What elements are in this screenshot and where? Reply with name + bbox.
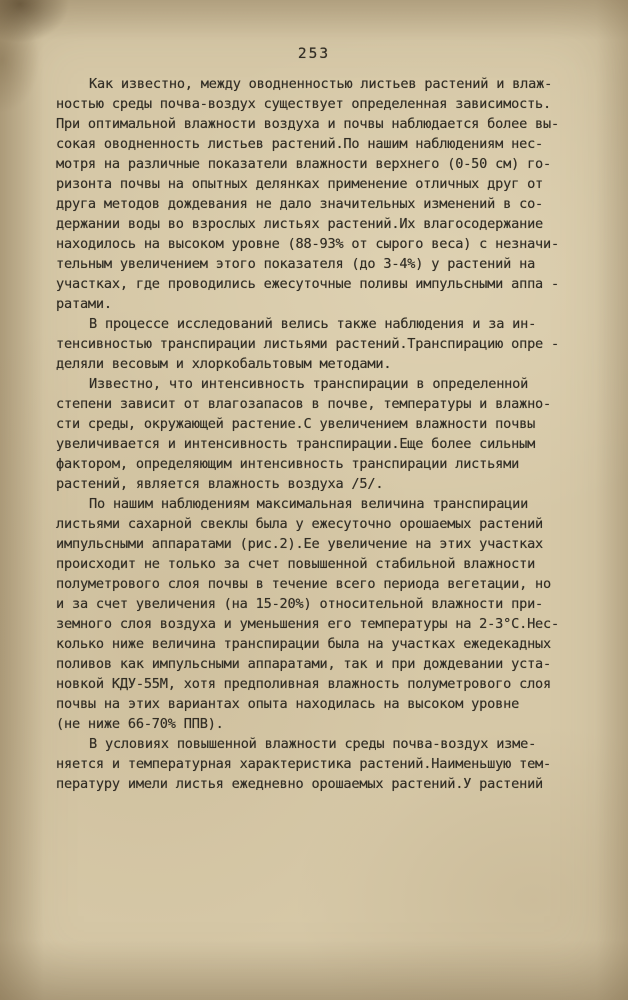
text-line: и за счет увеличения (на 15-20%) относительной влажности при- xyxy=(56,596,544,612)
text-line: увеличивается и интенсивность транспирации.Еще более сильным xyxy=(56,436,536,452)
text-line: земного слоя воздуха и уменьшения его температуры на 2-3°С.Нес- xyxy=(56,616,560,632)
paragraph xyxy=(56,734,574,794)
paragraph xyxy=(56,494,574,734)
text-line: листьями сахарной свеклы была у ежесуточно орошаемых растений xyxy=(56,516,544,532)
text-line: поливов как импульсными аппаратами, так и при дождевании уста- xyxy=(56,656,552,672)
page-number: 253 xyxy=(297,46,331,62)
text-line: мотря на различные показатели влажности верхнего (0-50 см) го- xyxy=(56,156,552,172)
text-line: происходит не только за счет повышенной стабильной влажности xyxy=(56,556,536,572)
text-line: тенсивностью транспирации листьями растений.Транспирацию опре - xyxy=(56,336,560,352)
text-line: друга методов дождевания не дало значительных изменений в со- xyxy=(56,196,544,212)
text-line: участках, где проводились ежесуточные поливы импульсными аппа - xyxy=(56,276,560,292)
text-line: ностью среды почва-воздух существует определенная зависимость. xyxy=(56,96,552,112)
text-line: находилось на высоком уровне (88-93% от сырого веса) с незначи- xyxy=(56,236,560,252)
text-line: держании воды во взрослых листьях растений.Их влагосодержание xyxy=(56,216,544,232)
text-line: ризонта почвы на опытных делянках применение отличных друг от xyxy=(56,176,544,192)
text-line: ратами. xyxy=(56,296,112,312)
text-line: В процессе исследований велись также наблюдения и за ин- xyxy=(89,316,537,332)
text-line: няется и температурная характеристика растений.Наименьшую тем- xyxy=(56,756,552,772)
text-line: колько ниже величина транспирации была на участках ежедекадных xyxy=(56,636,552,652)
text-line: В условиях повышенной влажности среды почва-воздух изме- xyxy=(89,736,537,752)
text-line: новкой КДУ-55М, хотя предполивная влажность полуметрового слоя xyxy=(56,676,552,692)
page-text xyxy=(56,74,574,794)
text-line: сокая оводненность листьев растений.По нашим наблюдениям нес- xyxy=(56,136,544,152)
paragraph xyxy=(56,374,574,494)
paragraph xyxy=(56,314,574,374)
text-line: растений, является влажность воздуха /5/. xyxy=(56,476,384,492)
text-line: сти среды, окружающей растение.С увеличением влажности почвы xyxy=(56,416,536,432)
text-line: тельным увеличением этого показателя (до 3-4%) у растений на xyxy=(56,256,536,272)
text-line: Известно, что интенсивность транспирации в определенной xyxy=(89,376,529,392)
text-line: По нашим наблюдениям максимальная величина транспирации xyxy=(89,496,529,512)
text-line: деляли весовым и хлоркобальтовым методами. xyxy=(56,356,392,372)
text-line: Как известно, между оводненностью листьев растений и влаж- xyxy=(89,76,553,92)
text-line: степени зависит от влагозапасов в почве, температуры и влажно- xyxy=(56,396,552,412)
text-line: пературу имели листья ежедневно орошаемых растений.У растений xyxy=(56,776,544,792)
paragraph xyxy=(56,74,574,314)
text-line: (не ниже 66-70% ППВ). xyxy=(56,716,224,732)
text-line: почвы на этих вариантах опыта находилась на высоком уровне xyxy=(56,696,520,712)
text-line: фактором, определяющим интенсивность транспирации листьями xyxy=(56,456,520,472)
text-line: импульсными аппаратами (рис.2).Ее увеличение на этих участках xyxy=(56,536,544,552)
text-line: При оптимальной влажности воздуха и почвы наблюдается более вы- xyxy=(56,116,560,132)
text-line: полуметрового слоя почвы в течение всего периода вегетации, но xyxy=(56,576,552,592)
